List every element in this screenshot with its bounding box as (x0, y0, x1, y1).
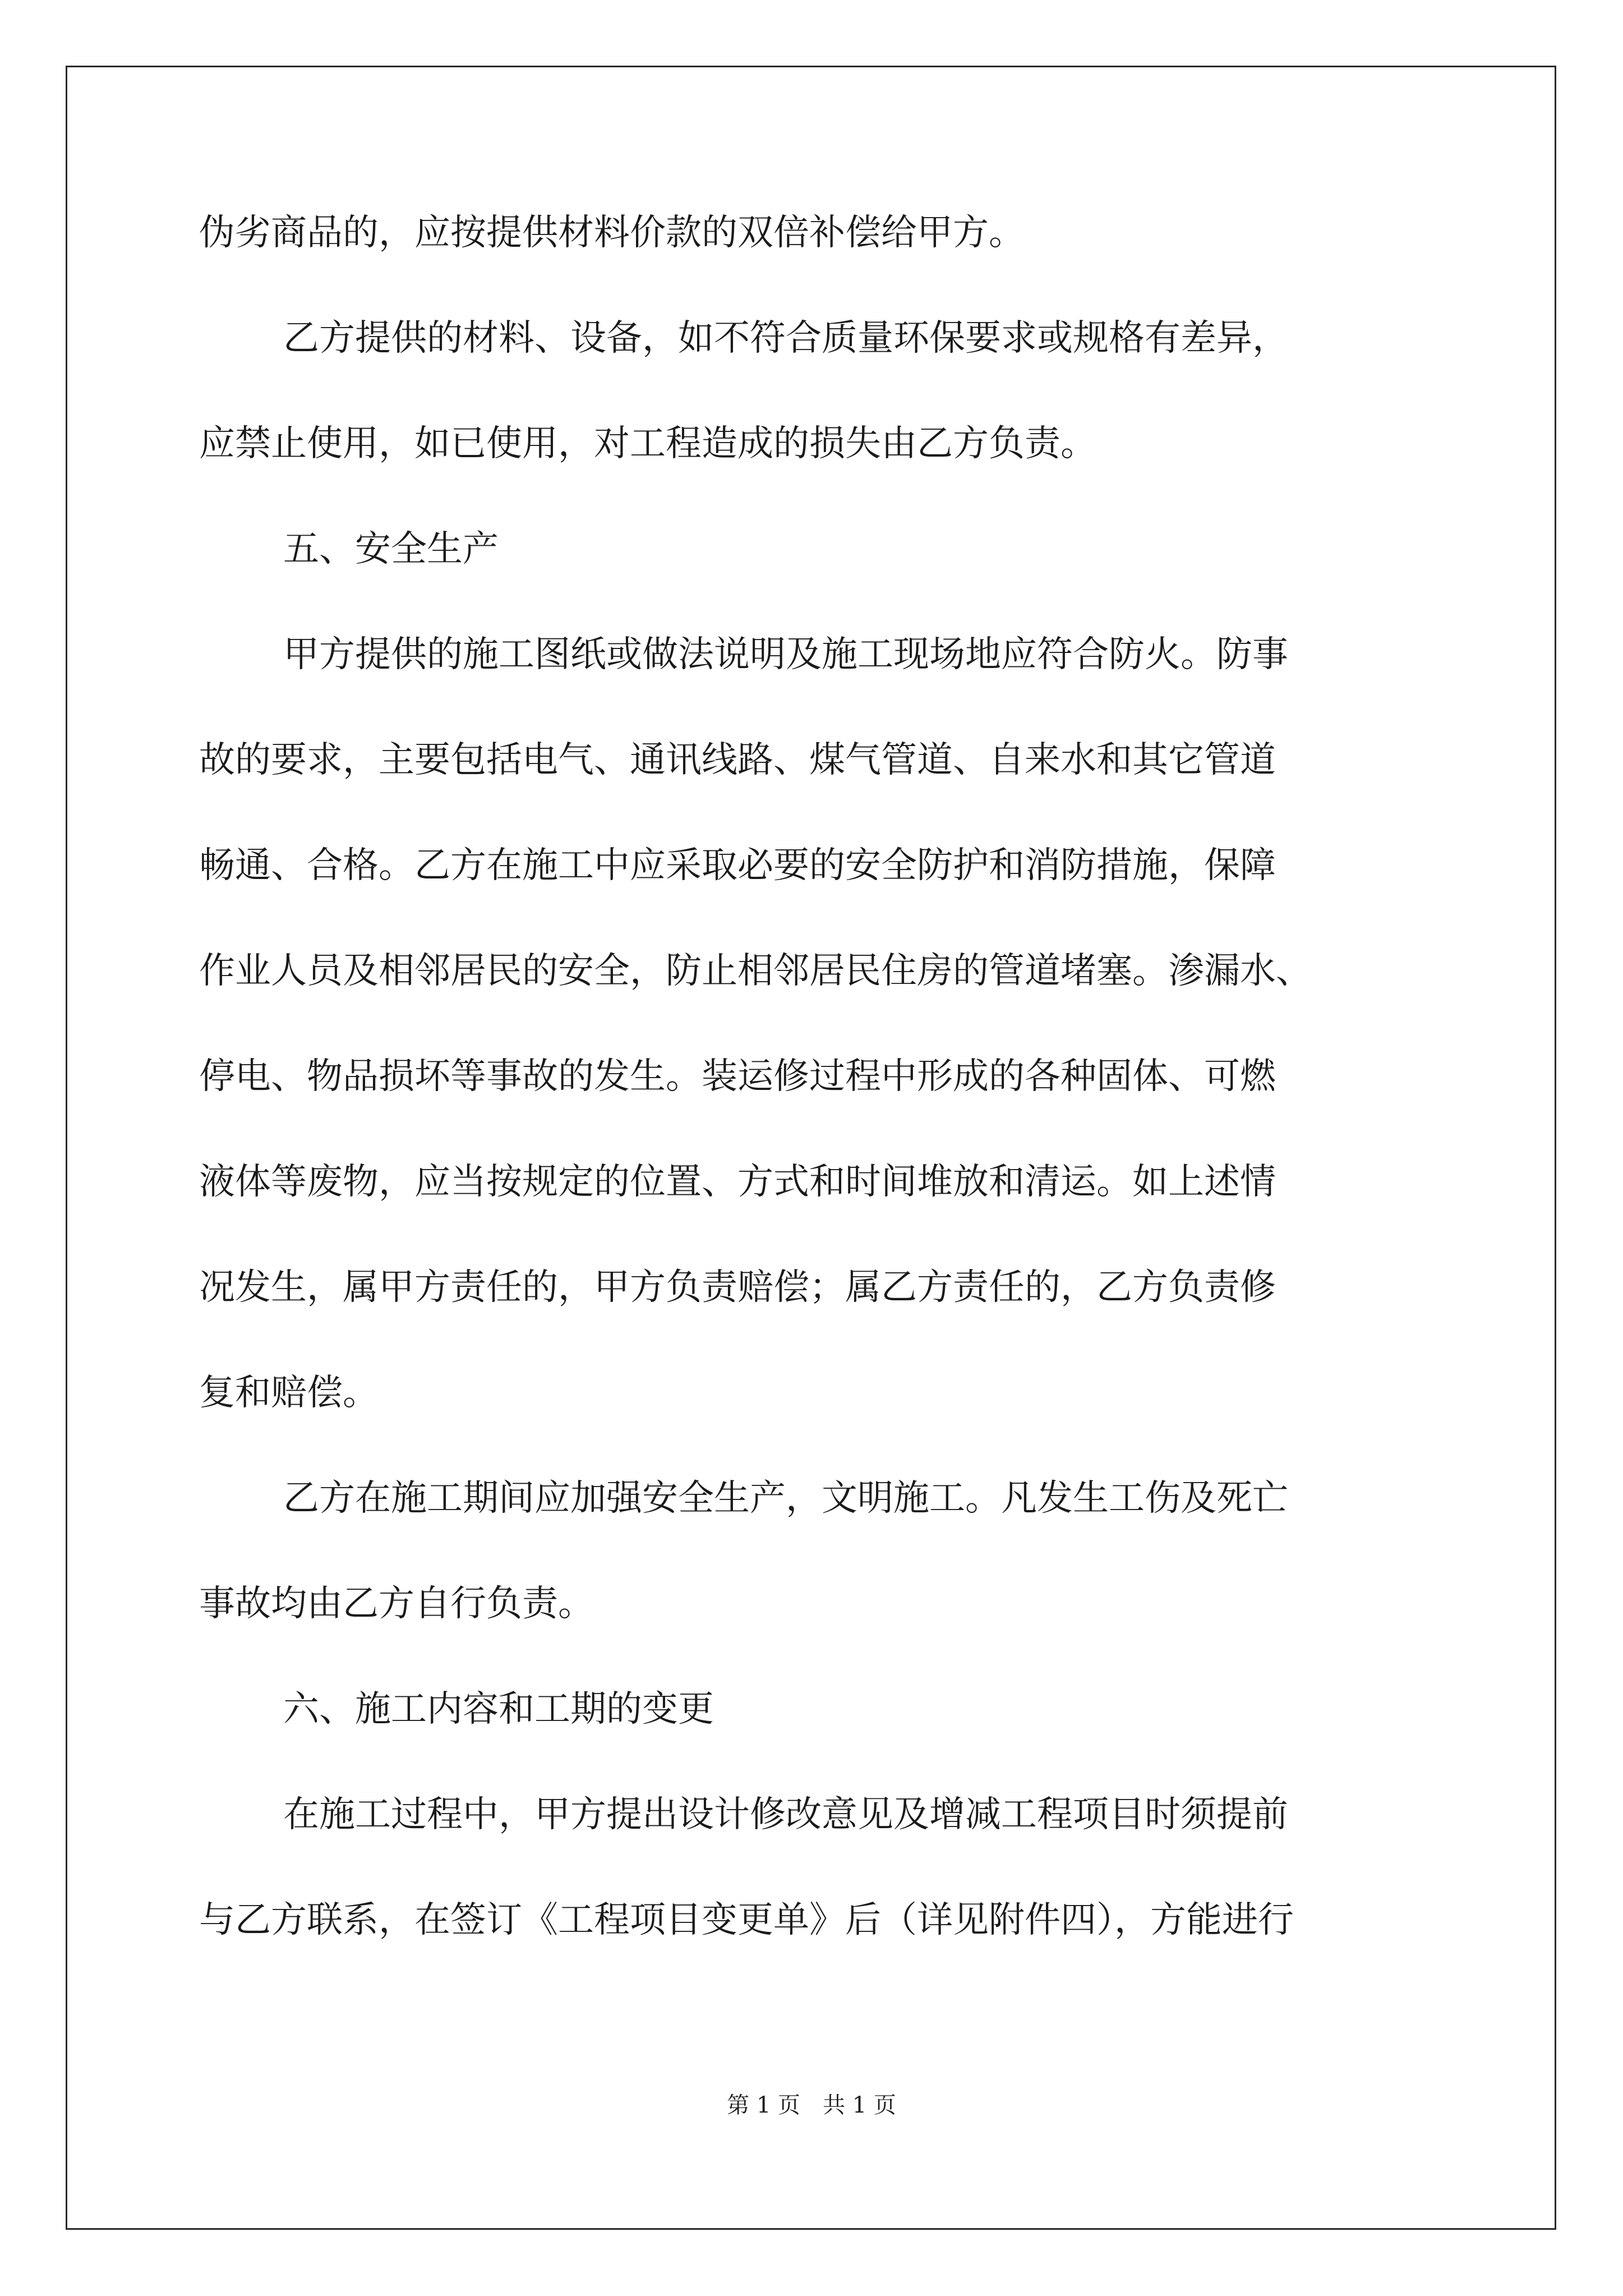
section-heading: 六、施工内容和工期的变更 (283, 1688, 714, 1730)
text-line: 复和赔偿。 (199, 1372, 379, 1414)
text-line: 事故均由乙方自行负责。 (199, 1583, 594, 1625)
text-line: 应禁止使用，如已使用，对工程造成的损失由乙方负责。 (199, 423, 1096, 464)
text-line: 甲方提供的施工图纸或做法说明及施工现场地应符合防火。防事 (283, 634, 1288, 675)
text-line: 与乙方联系，在签订《工程项目变更单》后（详见附件四），方能进行 (199, 1899, 1294, 1941)
text-line: 乙方在施工期间应加强安全生产，文明施工。凡发生工伤及死亡 (283, 1478, 1288, 1519)
text-line: 况发生，属甲方责任的，甲方负责赔偿；属乙方责任的，乙方负责修 (199, 1267, 1276, 1308)
section-heading: 五、安全生产 (283, 528, 499, 570)
text-line: 在施工过程中，甲方提出设计修改意见及增减工程项目时须提前 (283, 1794, 1288, 1835)
text-line: 停电、物品损坏等事故的发生。装运修过程中形成的各种固体、可燃 (199, 1056, 1276, 1097)
text-line: 故的要求，主要包括电气、通讯线路、煤气管道、自来水和其它管道 (199, 739, 1276, 781)
page-number-footer: 第 1 页 共 1 页 (727, 2092, 896, 2118)
text-line: 伪劣商品的，应按提供材料价款的双倍补偿给甲方。 (199, 212, 1025, 254)
text-line: 畅通、合格。乙方在施工中应采取必要的安全防护和消防措施，保障 (199, 845, 1276, 886)
text-line: 作业人员及相邻居民的安全，防止相邻居民住房的管道堵塞。渗漏水、 (199, 950, 1312, 992)
text-line: 乙方提供的材料、设备，如不符合质量环保要求或规格有差异， (283, 318, 1288, 359)
text-line: 液体等废物，应当按规定的位置、方式和时间堆放和清运。如上述情 (199, 1161, 1276, 1203)
